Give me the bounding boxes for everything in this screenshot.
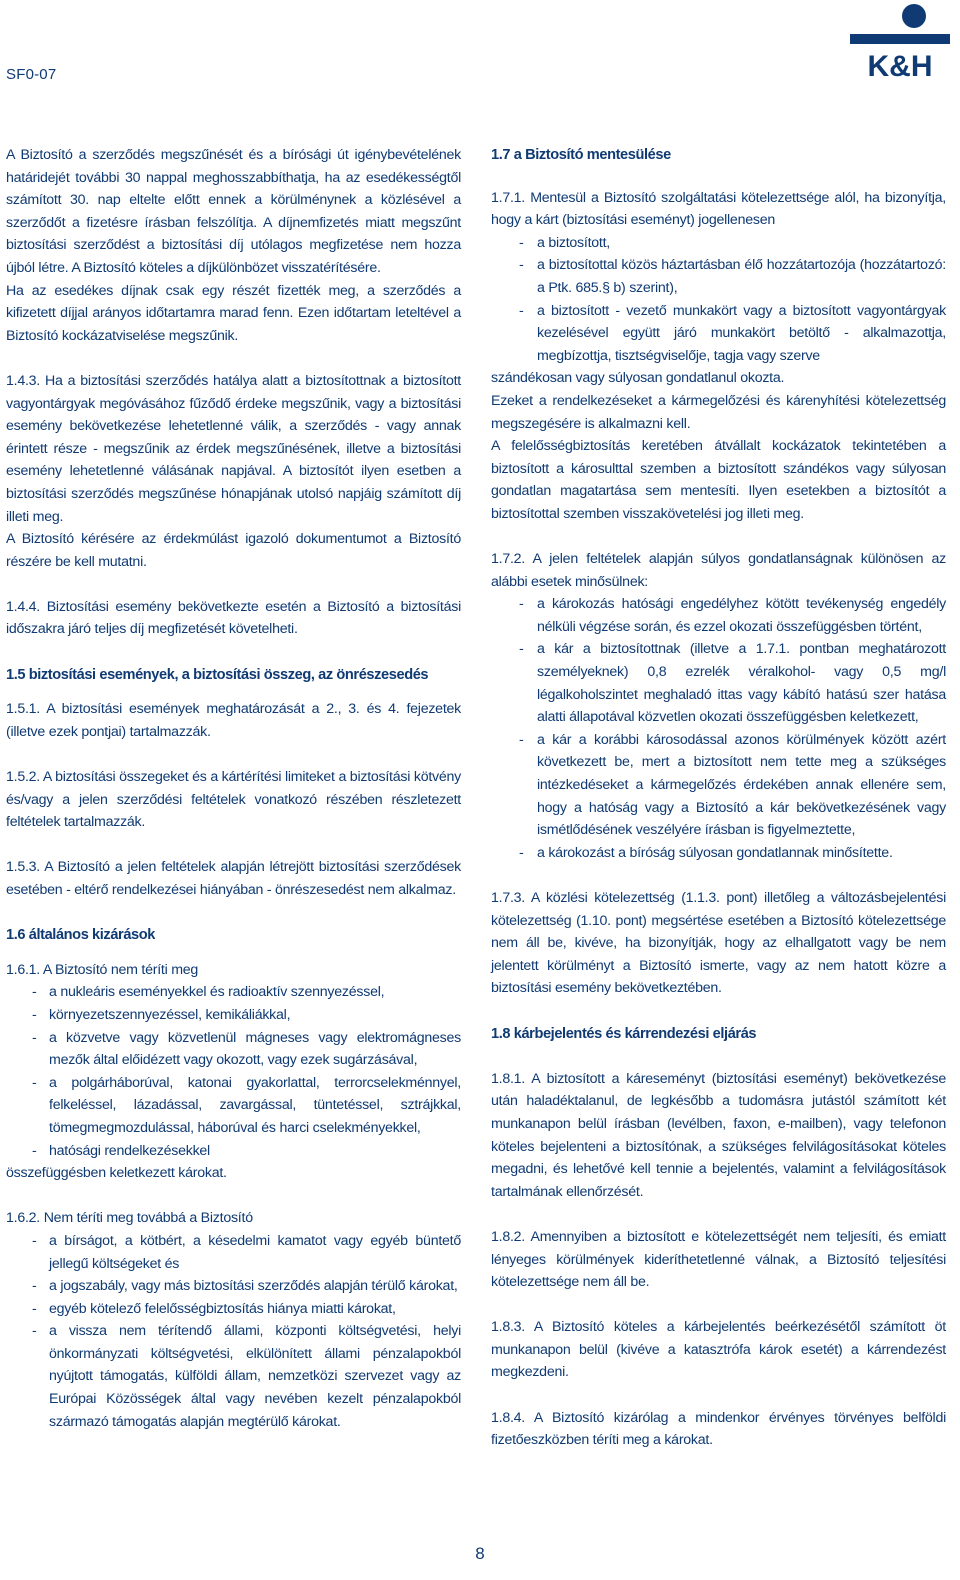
list-item: - a nukleáris eseményekkel és radioaktív szennyezéssel, [32,984,385,1001]
paragraph-1-5-2: 1.5.2. A biztosítási összegeket és a kártérítési limiteket a biztosítási kötvény és/vagy a jelen szerződési feltételek vonatkozó részében részletezett feltételek tartalmazzák. [6,769,461,831]
paragraph-1-8-2: 1.8.2. Amennyiben a biztosított e kötelezettségét nem teljesíti, és emiatt lényeges körülmények kideríthetetlenné válnak, a Biztosító teljesítési kötelezettsége nem áll be. [491,1228,946,1291]
paragraph: összefüggésben keletkezett károkat. [6,1165,227,1182]
paragraph-1-7-3: 1.7.3. A közlési kötelezettség (1.1.3. pont) illetőleg a változásbejelentési kötelezettség (1.10. pont) megsértése esetében a Biztosító kötelezettsége nem áll be, kivéve, ha bizonyítják, hogy az elhallgatott vagy be nem jelentett körülményt a Biztosító ismerte, vagy az nem hatott közre a biztosítási esemény bekövetkeztében. [491,890,946,997]
paragraph: A felelősségbiztosítás keretében átvállalt kockázatok tekintetében a biztosított a károsulttal szemben a biztosított szándékos vagy súlyosan gondatlan magatartása sem mentesíti. Ilyen esetekben a biztosítót a biztosítottal szemben visszakövetelési jog illeti meg. [491,438,946,522]
document-code: SF0-07 [6,66,57,83]
left-column [6,144,461,1433]
list-item: - a bírságot, a kötbért, a késedelmi kamatot vagy egyéb büntető jellegű költségeket és [32,1232,461,1272]
list-item: - a biztosított - vezető munkakört vagy a biztosított vagyontárgyak kezelésével együtt járó munkakört betöltő - alkalmazottja, megbízottja, tisztségviselője, tagja vagy szerve [519,302,946,364]
paragraph: szándékosan vagy súlyosan gondatlanul okozta. [491,370,785,387]
paragraph-1-5-3: 1.5.3. A Biztosító a jelen feltételek alapján létrejött biztosítási szerződések esetében - eltérő rendelkezései hiányában - önrészesedést nem alkalmaz. [6,859,461,898]
list-item: - a kár a korábbi károsodással azonos körülmények között azért következett be, mert a biztosított nem tette meg a szükséges intézkedéseket a kármegelőzés érdekében annak ellenére sem, hogy a hatóság vagy a Biztosító a kár bekövetkezésének vagy ismétlődésének veszélyére írásban is figyelmeztette, [519,731,946,839]
list-item: - a jogszabály, vagy más biztosítási szerződés alapján térülő károkat, [32,1278,458,1295]
list-item: - a biztosítottal közös háztartásban élő hozzátartozója (hozzátartozó: a Ptk. 685.§ b) szerint), [519,257,946,296]
list-item: - a vissza nem térítendő állami, központi költségvetési, helyi önkormányzati költségvetési, elkülönített állami pénzalapokból nyújtott támogatás, külföldi állam, nemzetközi szervezet vagy az Európai Közösségek által vagy nevében kezelt pénzalapokból származó támogatás alapján megtérülő károkat. [32,1323,461,1430]
section-heading-1-8: 1.8 kárbejelentés és kárrendezési eljárás [491,1025,757,1042]
list-item: - a polgárháborúval, katonai gyakorlattal, terrorcselekménnyel, felkeléssel, lázadással, zavargással, tüntetéssel, sztrájkkal, tömegmegmozdulással, háborúval és harci cselekményekkel, [32,1074,461,1136]
paragraph-1-4-4: 1.4.4. Biztosítási esemény bekövetkezte esetén a Biztosító a biztosítási időszakra járó teljes díj megfizetését követelheti. [6,598,461,638]
list-item: - a közvetve vagy közvetlenül mágneses vagy elektromágneses mezők által előidézett vagy okozott, vagy ezek sugárzásával, [32,1029,461,1069]
right-column [491,144,946,1452]
list-item: - hatósági rendelkezésekkel [32,1142,210,1159]
list-item: - a biztosított, [519,234,610,251]
section-heading-1-6: 1.6 általános kizárások [6,927,155,944]
paragraph-1-7-1: 1.7.1. Mentesül a Biztosító szolgáltatási kötelezettsége alól, ha bizonyítja, hogy a kárt (biztosítási eseményt) jogellenesen [491,189,946,229]
list-item: - egyéb kötelező felelősségbiztosítás hiánya miatti károkat, [32,1300,396,1317]
paragraph-1-8-1: 1.8.1. A biztosított a káreseményt (biztosítási eseményt) bekövetkezése után haladéktalanul, de legkésőbb a tudomásra jutástól számított két munkanapon belül írásban (levélben, faxon, e-mailben), vagy telefonon köteles bejelenteni a biztosítónak, a szükséges felvilágosításokat köteles megadni, és lehetővé kell tennie a bejelentés, valamint a felvilágosítások tartalmának ellenőrzését. [491,1070,946,1200]
list-item: - környezetszennyezéssel, kemikáliákkal, [32,1006,291,1023]
paragraph-1-8-4: 1.8.4. A Biztosító kizárólag a mindenkor érvényes törvényes belföldi fizetőeszközben téríti meg a károkat. [491,1409,946,1449]
list-item: - a károkozást a bíróság súlyosan gondatlannak minősítette. [519,844,893,861]
paragraph-1-7-2: 1.7.2. A jelen feltételek alapján súlyos gondatlanságnak különösen az alábbi esetek minősülnek: [491,551,946,590]
paragraph-1-6-2: 1.6.2. Nem téríti meg továbbá a Biztosító [6,1210,253,1227]
section-heading-1-7: 1.7 a Biztosító mentesülése [491,147,671,163]
kh-logo [850,0,950,80]
page-number: 8 [475,1544,485,1563]
paragraph-1-5-1: 1.5.1. A biztosítási események meghatározását a 2., 3. és 4. fejezetek (illetve ezek pontjai) tartalmazzák. [6,701,461,740]
paragraph-1-8-3: 1.8.3. A Biztosító köteles a kárbejelentés beérkezésétől számított öt munkanapon belül (kivéve a katasztrófa károk esetét) a kárrendezést megkezdeni. [491,1319,946,1381]
paragraph: Ezeket a rendelkezéseket a kármegelőzési és kárenyhítési kötelezettség megszegésére is alkalmazni kell. [491,392,946,432]
paragraph: A Biztosító a szerződés megszűnését és a bírósági út igénybevételének határidejét további 30 nappal meghosszabbíthatja, ha az esedékességtől számított 30. nap eltelte előtt ennek a körülménynek a közlésével a szerződőt a fizetésre írásban felszólítja. A díjnemfizetés miatt megszűnt biztosítási szerződést a biztosítási díj utólagos megfizetése nem hozza újból létre. A Biztosító köteles a díjkülönbözet visszatérítésére. [6,147,461,276]
list-item: - a károkozás hatósági engedélyhez kötött tevékenység engedély nélküli végzése során, és ezzel okozati összefüggésben történt, [519,596,946,635]
paragraph-1-6-1: 1.6.1. A Biztosító nem téríti meg [6,961,199,978]
list-item: - a kár a biztosítottnak (illetve a 1.7.1. pontban meghatározott személyeknek) 0,8 ezrelék véralkohol- vagy 0,5 mg/l légalkoholszintet meghaladó ittas vagy kábító hatású szer hatása alatti állapotával közvetlen okozati összefüggésben keletkezett, [519,641,946,726]
svg-text:K&H: K&H [867,50,933,80]
paragraph: A Biztosító kérésére az érdekmúlást igazoló dokumentumot a Biztosító részére be kell mutatni. [6,531,461,570]
paragraph: Ha az esedékes díjnak csak egy részét fizették meg, a szerződés a kifizetett díjjal arányos időtartamra marad fenn. Ezen időtartam leteltével a Biztosító kockázatviselése megszűnik. [6,282,461,344]
paragraph-1-4-3: 1.4.3. Ha a biztosítási szerződés hatálya alatt a biztosítottnak a biztosított vagyontárgyak megóvásához fűződő érdeke megszűnik, vagy a biztosítási esemény bekövetkezése lehetetlenné válik, a szerződés - vagy annak érintett része - megszűnik az érdek megszűnésének, illetve a biztosítási esemény lehetetlenné válásának napjával. A biztosítót ilyen esetben a biztosítási szerződés megszűnése hónapjának utolsó napjáig számított díj illeti meg. [6,372,461,525]
section-heading-1-5: 1.5 biztosítási események, a biztosítási összeg, az önrészesedés [6,666,429,683]
